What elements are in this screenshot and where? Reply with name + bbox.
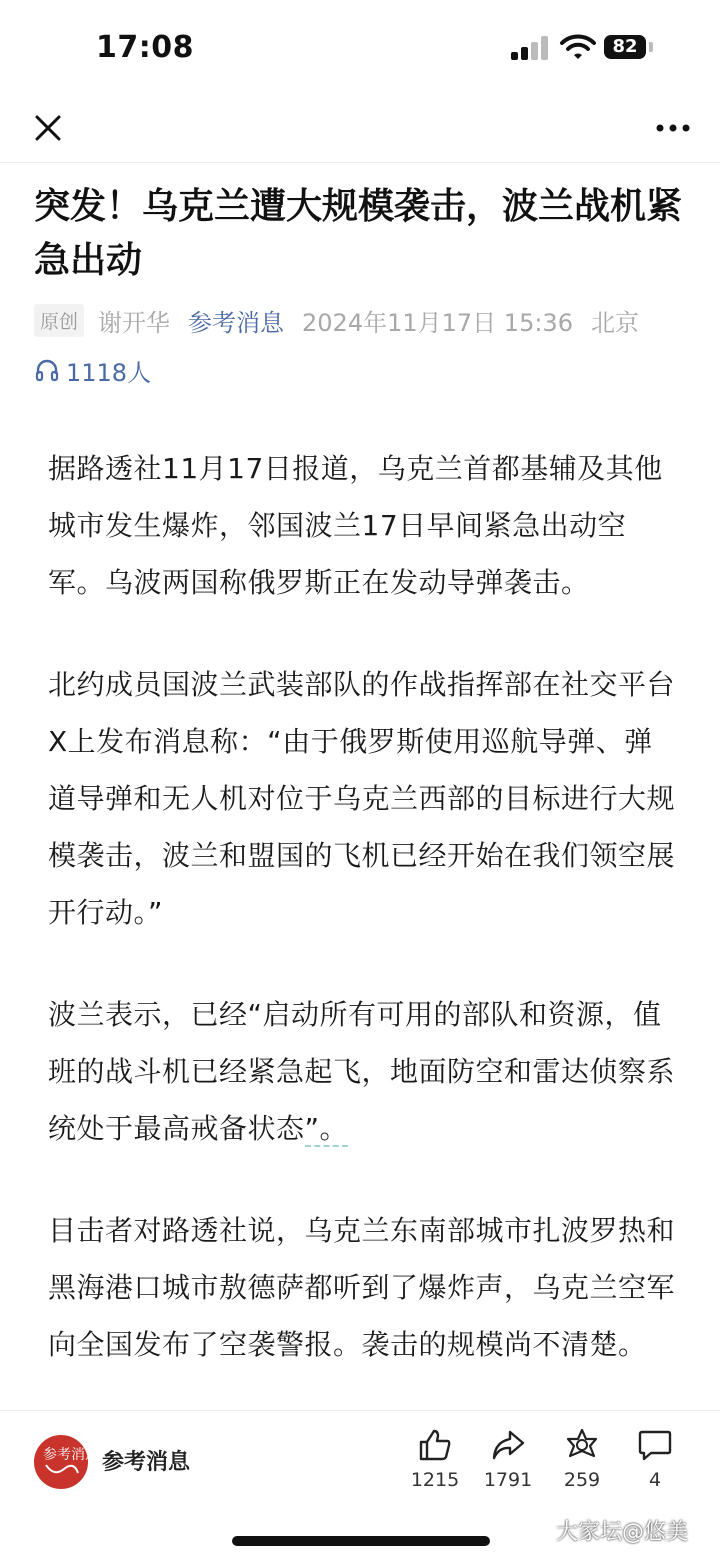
article-paragraph: 北约成员国波兰武装部队的作战指挥部在社交平台X上发布消息称：“由于俄罗斯使用巡航导弹、弹道导弹和无人机对位于乌克兰西部的目标进行大规模袭击，波兰和盟国的飞机已经开始在我们领空展开行动。”: [48, 668, 676, 929]
favorite-count: 259: [563, 1469, 601, 1491]
favorite-icon: [564, 1427, 600, 1463]
favorite-button[interactable]: [550, 1427, 614, 1491]
source-logo: [34, 1435, 99, 1489]
share-button[interactable]: [476, 1427, 540, 1491]
listener-count: 1118人: [66, 358, 152, 387]
original-badge: 原创: [34, 304, 84, 337]
battery-cap: [649, 42, 653, 52]
article-paragraph: 目击者对路透社说，乌克兰东南部城市扎波罗热和黑海港口城市敖德萨都听到了爆炸声，乌克兰空军向全国发布了空袭警报。袭击的规模尚不清楚。: [48, 1214, 676, 1361]
article-meta: [34, 300, 694, 340]
article-paragraph: [48, 986, 678, 1157]
article-source-link[interactable]: 参考消息: [188, 308, 285, 337]
article-location: 北京: [590, 308, 639, 337]
paragraph-text: 波兰表示，已经“启动所有可用的部队和资源，值班的战斗机已经紧急起飞，地面防空和雷达侦察系统处于最高戒备状态”。: [48, 998, 676, 1145]
avatar-text: 参考消息: [43, 1447, 99, 1463]
cellular-signal-icon: [511, 36, 549, 60]
share-icon: [490, 1427, 526, 1463]
status-time: 17:08: [96, 30, 194, 65]
comment-icon: [637, 1427, 673, 1463]
listen-button[interactable]: [34, 352, 151, 388]
article-date: 2024年11月17日 15:36: [302, 308, 573, 337]
headphones-icon: [34, 357, 60, 383]
article-title: 突发！乌克兰遭大规模袭击，波兰战机紧急出动: [34, 186, 683, 281]
nav-bar: [0, 96, 720, 163]
battery-icon: 82: [604, 35, 646, 59]
article-paragraph: 据路透社11月17日报道，乌克兰首都基辅及其他城市发生爆炸，邻国波兰17日早间紧急出动空军。乌波两国称俄罗斯正在发动导弹袭击。: [48, 452, 663, 599]
source-name[interactable]: 参考消息: [102, 1450, 191, 1475]
source-avatar[interactable]: [34, 1435, 99, 1489]
watermark: 大家坛@悠美: [556, 1520, 689, 1545]
bottom-action-bar: [0, 1410, 720, 1511]
like-count: 1215: [410, 1469, 460, 1491]
wifi-icon: [560, 34, 596, 60]
status-bar: [0, 0, 720, 96]
thumbs-up-icon: [417, 1427, 453, 1463]
share-count: 1791: [483, 1469, 533, 1491]
more-icon[interactable]: [650, 110, 696, 146]
article-author: 谢开华: [98, 308, 171, 337]
annotation-underline: ”。: [304, 1112, 349, 1145]
like-button[interactable]: [403, 1427, 467, 1491]
comment-count: 4: [648, 1469, 662, 1491]
comment-button[interactable]: [623, 1427, 687, 1491]
article-body: [48, 440, 678, 1418]
close-icon[interactable]: [30, 110, 66, 146]
home-indicator[interactable]: [232, 1536, 490, 1546]
